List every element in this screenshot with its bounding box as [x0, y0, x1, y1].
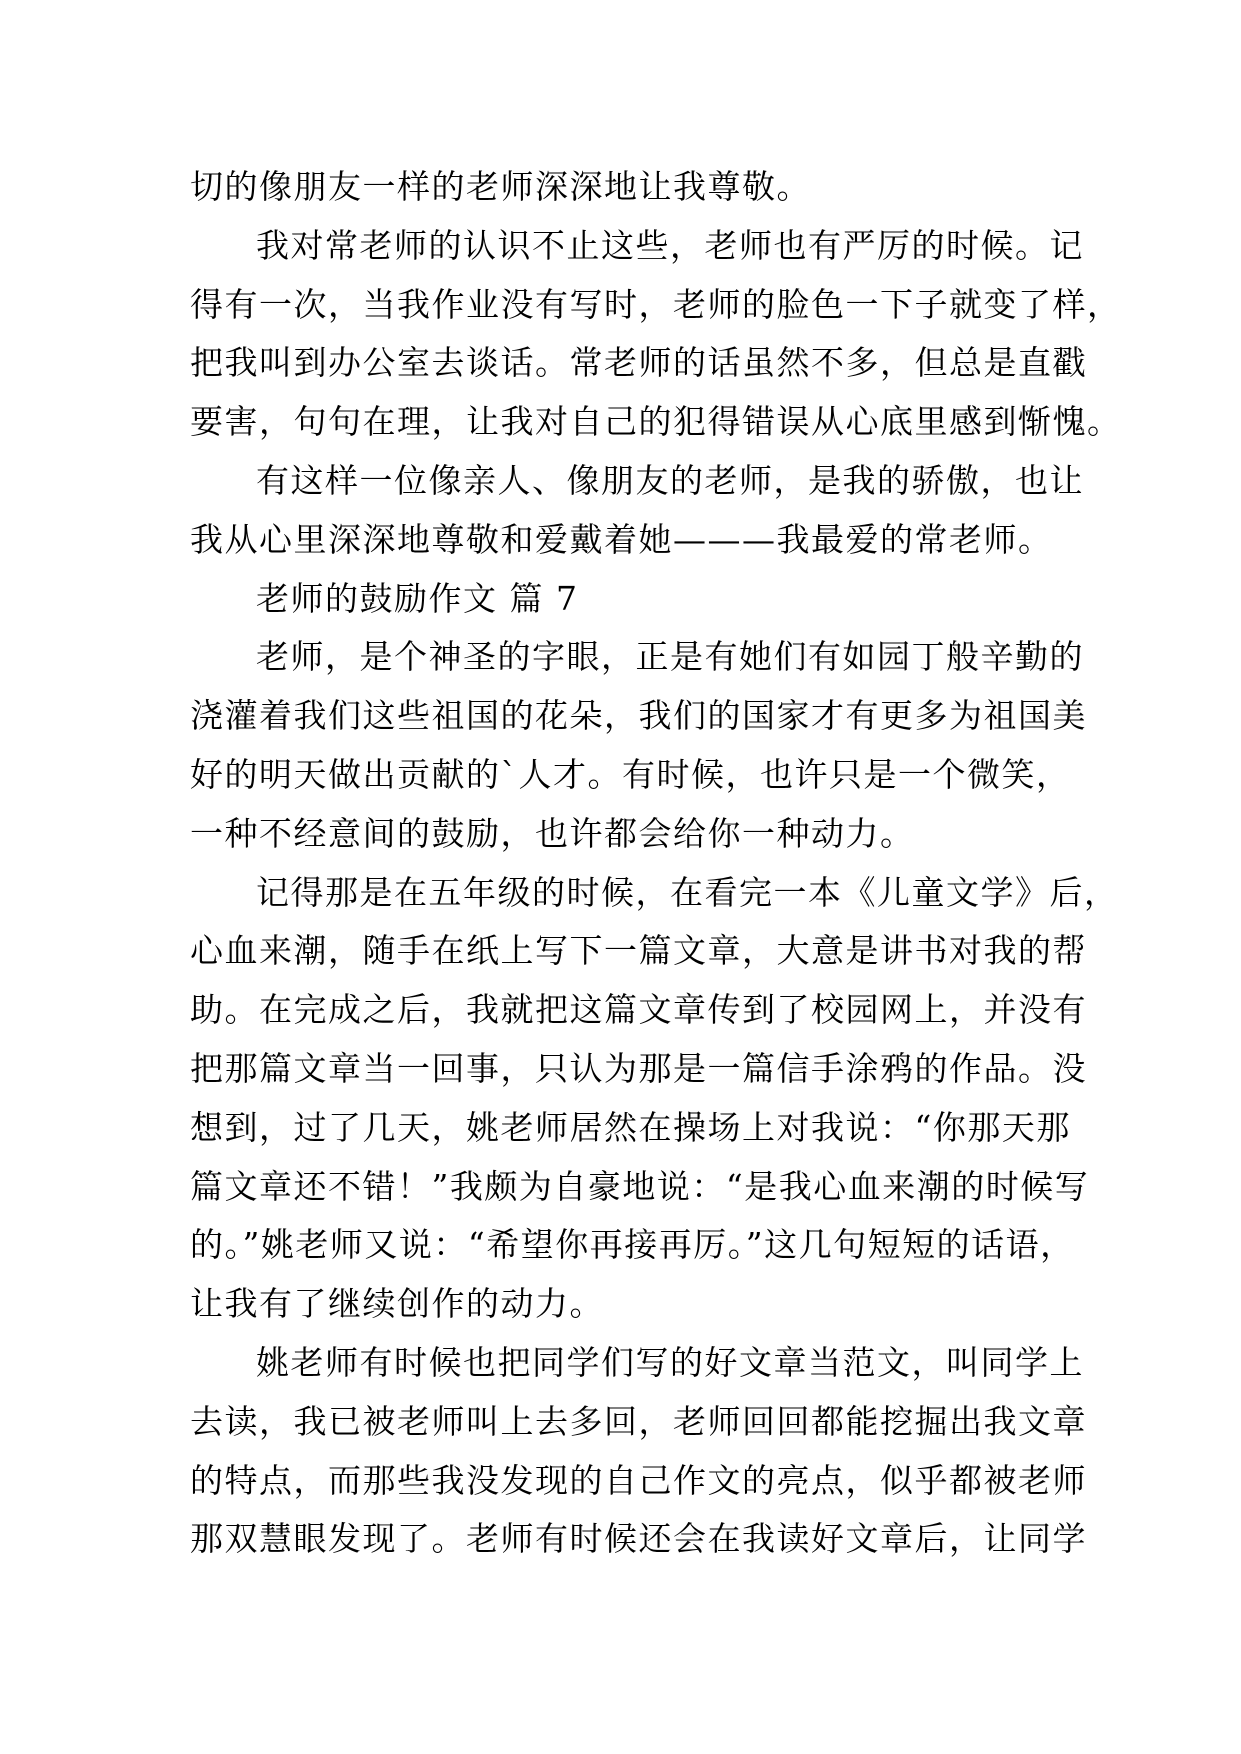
text-line: 要害，句句在理，让我对自己的犯得错误从心底里感到惭愧。 — [190, 402, 1122, 442]
text-line: 把那篇文章当一回事，只认为那是一篇信手涂鸦的作品。没 — [190, 1048, 1087, 1088]
text-line: 得有一次，当我作业没有写时，老师的脸色一下子就变了样， — [190, 284, 1122, 324]
paragraph-start-line: 我对常老师的认识不止这些，老师也有严厉的时候。记 — [256, 225, 1084, 265]
paragraph-start-line: 老师，是个神圣的字眼，正是有她们有如园丁般辛勤的 — [256, 637, 1084, 677]
text-line: 篇文章还不错！”我颇为自豪地说：“是我心血来潮的时候写 — [190, 1166, 1090, 1206]
section-heading: 老师的鼓励作文 篇 7 — [256, 578, 579, 618]
text-line: 把我叫到办公室去谈话。常老师的话虽然不多，但总是直戳 — [190, 343, 1087, 383]
text-line: 那双慧眼发现了。老师有时候还会在我读好文章后，让同学 — [190, 1519, 1087, 1559]
paragraph-start-line: 姚老师有时候也把同学们写的好文章当范文，叫同学上 — [256, 1342, 1084, 1382]
text-line: 一种不经意间的鼓励，也许都会给你一种动力。 — [190, 813, 915, 853]
text-line: 想到，过了几天，姚老师居然在操场上对我说：“你那天那 — [190, 1107, 1071, 1147]
paragraph-start-line: 有这样一位像亲人、像朋友的老师，是我的骄傲，也让 — [256, 460, 1084, 500]
text-line: 的。”姚老师又说：“希望你再接再厉。”这几句短短的话语， — [190, 1225, 1075, 1265]
document-body — [190, 158, 1122, 1569]
text-line: 切的像朋友一样的老师深深地让我尊敬。 — [190, 167, 811, 206]
text-line: 好的明天做出贡献的`人才。有时候，也许只是一个微笑， — [190, 754, 1071, 794]
text-line: 我从心里深深地尊敬和爱戴着她———我最爱的常老师。 — [190, 519, 1053, 559]
text-line: 去读，我已被老师叫上去多回，老师回回都能挖掘出我文章 — [190, 1401, 1087, 1441]
text-line: 的特点，而那些我没发现的自己作文的亮点，似乎都被老师 — [190, 1460, 1087, 1500]
text-line: 心血来潮，随手在纸上写下一篇文章，大意是讲书对我的帮 — [190, 931, 1087, 971]
paragraph-start-line: 记得那是在五年级的时候，在看完一本《儿童文学》后， — [256, 872, 1119, 912]
text-line: 让我有了继续创作的动力。 — [190, 1284, 604, 1324]
text-line: 浇灌着我们这些祖国的花朵，我们的国家才有更多为祖国美 — [190, 696, 1087, 736]
text-line: 助。在完成之后，我就把这篇文章传到了校园网上，并没有 — [190, 990, 1087, 1030]
